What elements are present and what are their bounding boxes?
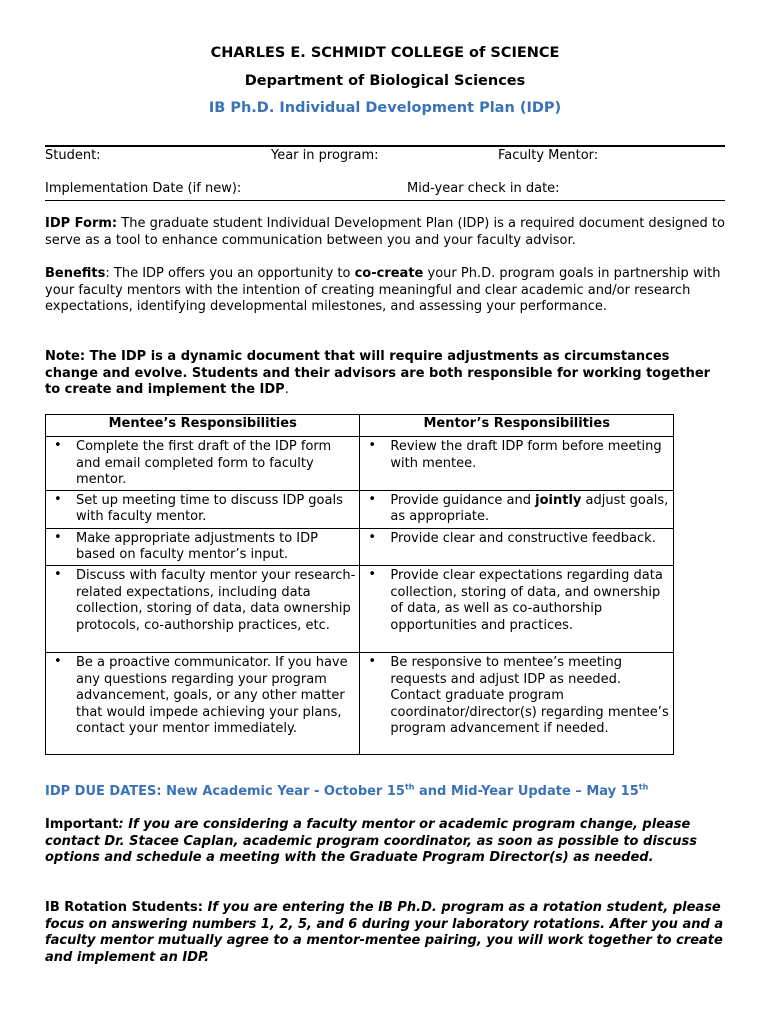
bullet: • xyxy=(368,529,377,545)
important-label: Important xyxy=(45,817,119,832)
responsibilities-table xyxy=(45,414,674,755)
mentor-field-label: Faculty Mentor: xyxy=(498,148,599,163)
rotation-paragraph xyxy=(45,900,725,966)
implementation-date-label: Implementation Date (if new): xyxy=(45,181,242,196)
benefits-text-before: : The IDP offers you an opportunity to xyxy=(105,266,355,281)
idp-form-text: The graduate student Individual Development Plan (IDP) is a required document designed to serve as a tool to enhance communication between you and your faculty advisor. xyxy=(45,216,725,248)
midyear-date-label: Mid-year check in date: xyxy=(407,181,560,196)
mentor-item: • Provide clear and constructive feedback. xyxy=(368,529,656,546)
mentee-item: • Make appropriate adjustments to IDP based on faculty mentor’s input. xyxy=(54,529,318,563)
mentor-item: • Provide clear expectations regarding data collection, storing of data, and ownership of data, as well as co-authorship opportunities and practices. xyxy=(368,566,663,633)
mentee-item: • Discuss with faculty mentor your research-related expectations, including data collection, storing of data, data ownership protocols, co-authorship practices, etc. xyxy=(54,566,356,633)
plan-title: IB Ph.D. Individual Development Plan (IDP) xyxy=(208,100,562,116)
table-row xyxy=(46,528,674,565)
table-row xyxy=(46,565,674,652)
benefits-label: Benefits xyxy=(45,266,106,281)
benefits-paragraph xyxy=(45,266,725,316)
mentor-item: • Provide guidance and jointly adjust goals, as appropriate. xyxy=(368,491,669,525)
mentee-item: • Be a proactive communicator. If you have any questions regarding your program advancement, goals, or any other matter that would impede achieving your plans, contact your mentor immediately. xyxy=(54,653,348,737)
top-rule xyxy=(45,145,725,147)
bullet: • xyxy=(54,491,62,507)
mentor-header: Mentor’s Responsibilities xyxy=(360,415,674,437)
note-end: . xyxy=(284,382,289,398)
bullet: • xyxy=(368,438,377,453)
rotation-label: IB Rotation Students: xyxy=(45,900,203,915)
mentee-header: Mentee’s Responsibilities xyxy=(46,415,360,437)
table-row xyxy=(46,652,674,754)
important-text: : If you are considering a faculty mentor or academic program change, please contact Dr. Stacee Caplan, academic program coordinator, as soon as possible to discuss options and schedule a meeting with the Graduate Program Director(s) as needed. xyxy=(45,817,697,866)
benefits-emphasis: co-create xyxy=(354,266,424,281)
mentor-item: • Be responsive to mentee’s meeting requests and adjust IDP as needed. Contact graduate program coordinator/director(s) regarding mentee’s program advancement if needed. xyxy=(368,653,669,737)
note-paragraph xyxy=(45,349,725,399)
bullet: • xyxy=(54,529,62,545)
bullet: • xyxy=(368,653,377,669)
fields-rule xyxy=(45,200,725,201)
idp-form-paragraph xyxy=(45,216,725,249)
mentee-item: • Complete the first draft of the IDP form and email completed form to faculty mentor. xyxy=(54,438,332,488)
student-field-label: Student: xyxy=(45,148,101,163)
table-row xyxy=(46,437,674,491)
bullet: • xyxy=(54,566,62,582)
mentee-item: • Set up meeting time to discuss IDP goals with faculty mentor. xyxy=(54,491,343,525)
benefits-text-after: your Ph.D. program goals in partnership with your faculty mentors with the intention of creating meaningful and clear academic and/or research expectations, identifying developmental milestones, and assessing your performance. xyxy=(45,266,721,315)
idp-form-label: IDP Form: xyxy=(45,216,118,231)
mentor-item: • Review the draft IDP form before meeting with mentee. xyxy=(368,438,662,471)
due-dates-line: IDP DUE DATES: New Academic Year - October 15th and Mid-Year Update – May 15th xyxy=(45,782,649,799)
year-field-label: Year in program: xyxy=(271,148,379,163)
bullet: • xyxy=(368,491,377,507)
important-paragraph xyxy=(45,817,725,867)
table-row xyxy=(46,490,674,528)
bullet: • xyxy=(368,566,377,582)
department-title: Department of Biological Sciences xyxy=(244,73,526,89)
bullet: • xyxy=(54,653,62,669)
note-text: Note: The IDP is a dynamic document that will require adjustments as circumstances change and evolve. Students and their advisors are both responsible for working together to create and implement the IDP xyxy=(45,349,711,398)
rotation-text: If you are entering the IB Ph.D. program as a rotation student, please focus on answering numbers 1, 2, 5, and 6 during your laboratory rotations. After you and a faculty mentor mutually agree to a mentor-mentee pairing, you will work together to create and implement an IDP. xyxy=(45,900,724,965)
bullet: • xyxy=(54,438,62,453)
college-title: CHARLES E. SCHMIDT COLLEGE of SCIENCE xyxy=(210,45,560,61)
table-header-row xyxy=(46,415,674,437)
